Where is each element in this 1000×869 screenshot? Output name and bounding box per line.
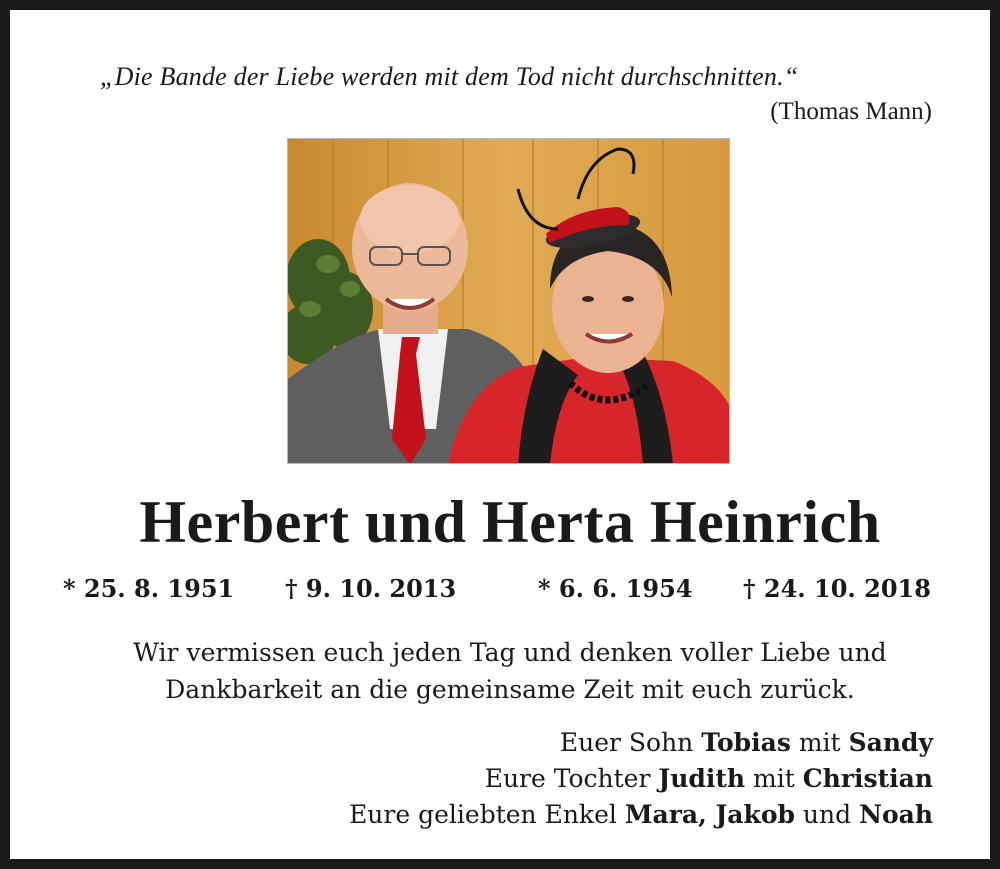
signature-son-partner: Sandy <box>848 728 933 757</box>
signature-daughter-partner: Christian <box>802 764 933 793</box>
herbert-death-date: † 9. 10. 2013 <box>285 574 457 603</box>
signature-son-prefix: Euer Sohn <box>559 728 702 757</box>
signature-daughter-joiner: mit <box>745 764 803 793</box>
deceased-names: Herbert und Herta Heinrich <box>139 489 881 555</box>
signature-grandchildren-joiner: und <box>794 800 860 829</box>
quote-text: „Die Bande der Liebe werden mit dem Tod nicht durchschnitten.“ <box>100 62 799 91</box>
signature-daughter-name: Judith <box>658 764 746 793</box>
signature-grandchildren-last: Noah <box>859 800 933 829</box>
herta-death-date: † 24. 10. 2018 <box>743 574 931 603</box>
signature-grandchildren <box>349 800 933 829</box>
signature-son-name: Tobias <box>701 728 791 757</box>
herbert-birth-date: * 25. 8. 1951 <box>63 574 235 603</box>
herta-birth-date: * 6. 6. 1954 <box>538 574 693 603</box>
signature-daughter-prefix: Eure Tochter <box>484 764 659 793</box>
memorial-message <box>10 634 1000 708</box>
quote-author: (Thomas Mann) <box>770 98 932 125</box>
signature-son-joiner: mit <box>790 728 849 757</box>
signature-grandchildren-prefix: Eure geliebten Enkel <box>349 800 625 829</box>
signature-son <box>560 728 933 757</box>
message-line-2: Dankbarkeit an die gemeinsame Zeit mit euch zurück. <box>165 675 855 704</box>
signature-daughter <box>485 764 933 793</box>
couple-photo <box>287 138 730 464</box>
signature-grandchildren-names: Mara, Jakob <box>624 800 795 829</box>
message-line-1: Wir vermissen euch jeden Tag und denken voller Liebe und <box>133 638 887 667</box>
